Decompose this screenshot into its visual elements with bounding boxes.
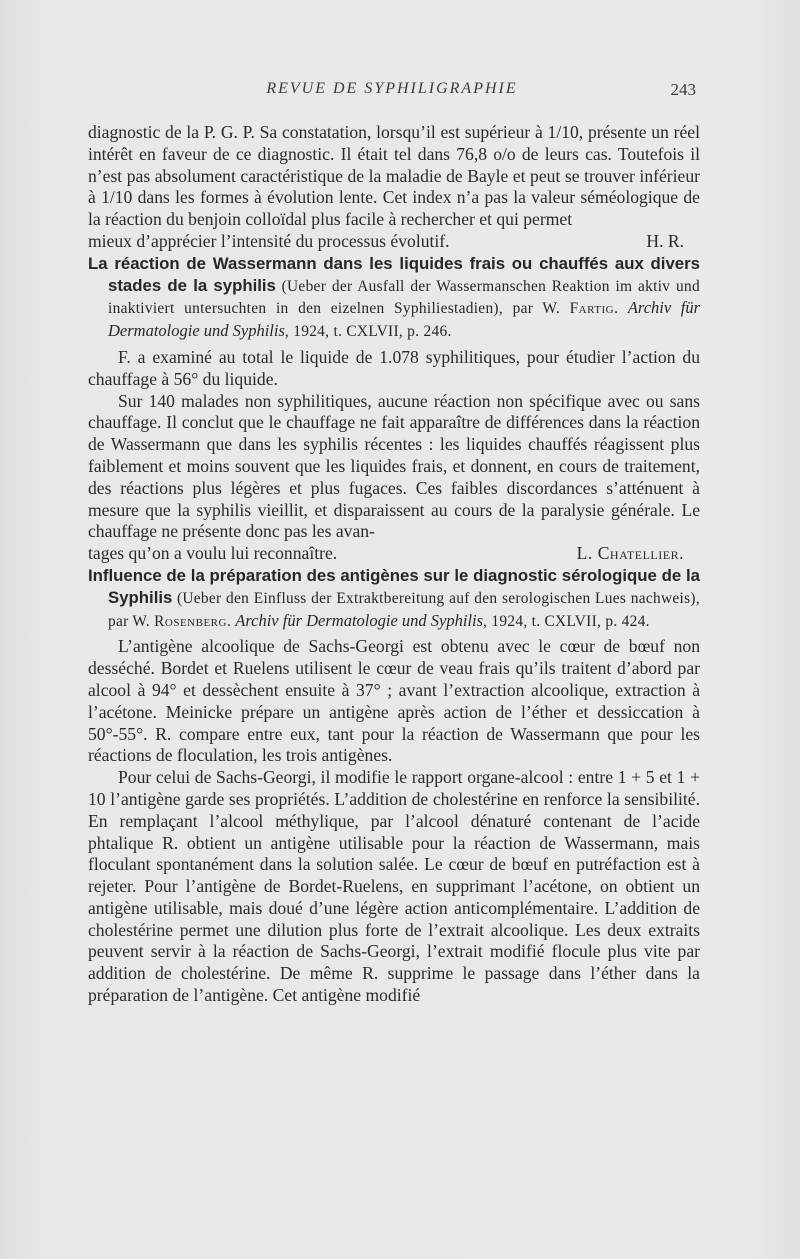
- article1-bib-post: , 1924, t. CXLVII, p. 246.: [284, 323, 452, 341]
- article2-bib: [108, 590, 700, 630]
- article2-heading: [88, 565, 700, 632]
- intro-signature: H. R.: [646, 230, 684, 251]
- article1-last-line: tages qu’on a voulu lui reconnaître.: [88, 543, 338, 564]
- article1-heading: [88, 253, 700, 343]
- article1-signature: L. Chatellier.: [576, 543, 684, 564]
- article2-paragraph-2: Pour celui de Sachs-Georgi, il modifie le rapport organe-alcool : entre 1 + 5 et 1 + 10 l’antigène garde ses propriétés. L’addition de cholestérine en renforce la sensibilité. En remplaçant l’alcool méthylique, par l’alcool dénaturé contenant de l’acide phtalique R. obtient un antigène utilisable pour la réaction de Wassermann, mais floculant spontanément dans la solution salée. Le cœur de bœuf en putréfaction est à rejeter. Pour l’antigène de Bordet-Ruelens, en supprimant l’acétone, on obtient un antigène utilisable, mais doué d’une légère action anticomplémentaire. L’addition de cholestérine permet une dilution plus forte de l’extrait alcoolique. Les deux extraits peuvent servir à la réaction de Sachs-Georgi, l’extrait modifié flocule plus vite par addition de cholestérine. De même R. supprime le passage dans l’éther dans la préparation de l’antigène. Cet antigène modifié: [88, 767, 700, 1006]
- page-number: 243: [670, 80, 696, 99]
- article1-paragraph-1: F. a examiné au total le liquide de 1.078 syphilitiques, pour étudier l’action du chauffage à 56° du liquide.: [88, 346, 700, 389]
- article2-bib-post: , 1924, t. CXLVII, p. 424.: [483, 612, 650, 630]
- article2-paragraph-1: L’antigène alcoolique de Sachs-Georgi est obtenu avec le cœur de bœuf non desséché. Bordet et Ruelens utilisent le cœur de veau frais qu’ils traitent d’abord par alcool à 94° et dessèchent ensuite à 37° ; avant l’extraction alcoolique, extraction à l’acétone. Meinicke prépare un antigène après action de l’éther et dessiccation à 50°-55°. R. compare entre eux, tant pour la réaction de Wassermann que pour les réactions de floculation, les trois antigènes.: [88, 636, 700, 766]
- running-title: REVUE DE SYPHILIGRAPHIE: [266, 80, 518, 97]
- article1-bib-pre: (Ueber der Ausfall der Wassermanschen Reaktion im aktiv und inaktiviert untersuchten in den eizelnen Syphiliestadien), par W.: [108, 277, 700, 318]
- intro-last-line: mieux d’apprécier l’intensité du processus évolutif.: [88, 230, 450, 251]
- article2-title: Influence de la préparation des antigènes sur le diagnostic sérologique de la Syphilis: [88, 565, 700, 607]
- page-content: [88, 122, 700, 1007]
- page-header: [88, 80, 696, 104]
- article1-author: Fartig: [569, 300, 615, 318]
- article2-bib-mid: .: [226, 612, 236, 630]
- article1-paragraph-2: Sur 140 malades non syphilitiques, aucune réaction non spécifique avec ou sans chauffage. Il conclut que le chauffage ne fait apparaître de différences dans la réaction de Wassermann que dans les syphilis récentes : les liquides chauffés réagissent plus faiblement et moins souvent que les liquides frais, et donnent, en cours de traitement, des réactions plus légères et plus fugaces. Ces faibles discordances s’atténuent à mesure que la syphilis vieillit, et disparaissent au cours de la paralysie générale. Le chauffage ne présente donc pas les avan-: [88, 390, 700, 542]
- article1-bib-mid: .: [614, 300, 628, 318]
- intro-closing-line: [88, 231, 700, 253]
- article1-journal: Archiv für Dermatologie und Syphilis: [108, 298, 701, 341]
- article2-journal: Archiv für Dermatologie und Syphilis: [235, 610, 484, 630]
- article2-bib-pre: (Ueber den Einfluss der Extraktbereitung auf den serologischen Lues nachweis), par W.: [108, 589, 700, 630]
- intro-paragraph: diagnostic de la P. G. P. Sa constatation, lorsqu’il est supérieur à 1/10, présente un réel intérêt en faveur de ce diagnostic. Il était tel dans 76,8 o/o de leurs cas. Toutefois il n’est pas absolument caractéristique de la maladie de Bayle et peut se trouver inférieur à 1/10 dans les formes à évolution lente. Cet index n’a pas la valeur séméologique de la réaction du benjoin colloïdal plus facile à rechercher et qui permet: [88, 122, 700, 230]
- article1-closing-line: [88, 543, 700, 565]
- article2-author: Rosenberg: [154, 612, 227, 630]
- article1-title: La réaction de Wassermann dans les liquides frais ou chauffés aux divers stades de la syphilis: [88, 253, 700, 295]
